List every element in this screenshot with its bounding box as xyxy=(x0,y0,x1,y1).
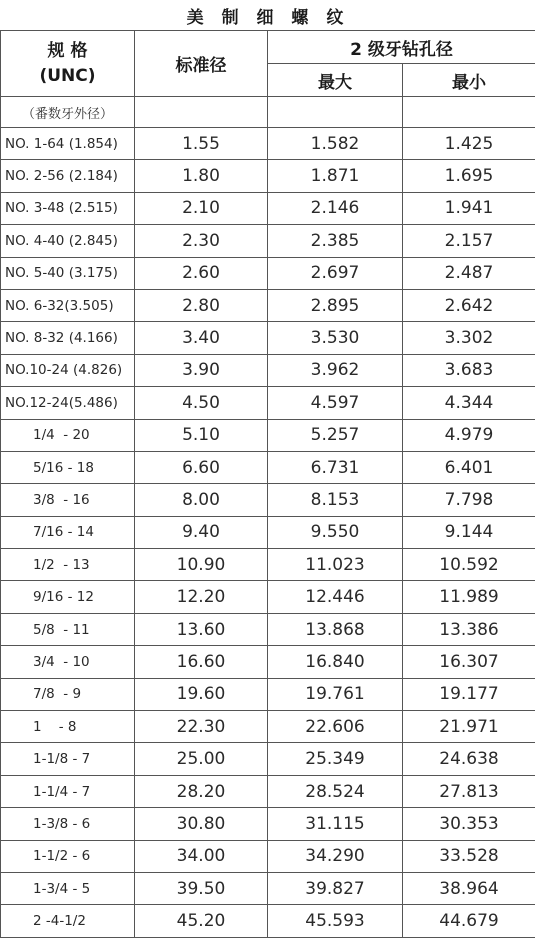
table-row xyxy=(1,322,535,354)
standard-diameter-cell: 28.20 xyxy=(135,775,268,807)
min-drill-cell: 6.401 xyxy=(403,451,535,483)
standard-diameter-cell: 9.40 xyxy=(135,516,268,548)
spec-cell: 3/4 - 10 xyxy=(1,646,135,678)
spec-cell: 7/8 - 9 xyxy=(1,678,135,710)
min-drill-cell: 3.683 xyxy=(403,354,535,386)
min-drill-cell: 2.487 xyxy=(403,257,535,289)
empty-cell xyxy=(135,97,268,128)
min-drill-cell: 10.592 xyxy=(403,549,535,581)
spec-cell: 1/4 - 20 xyxy=(1,419,135,451)
max-drill-cell: 25.349 xyxy=(268,743,403,775)
spec-cell: NO. 8-32 (4.166) xyxy=(1,322,135,354)
max-drill-cell: 3.962 xyxy=(268,354,403,386)
standard-diameter-cell: 10.90 xyxy=(135,549,268,581)
table-row xyxy=(1,257,535,289)
spec-cell: 5/8 - 11 xyxy=(1,613,135,645)
spec-cell: 3/8 - 16 xyxy=(1,484,135,516)
min-drill-cell: 9.144 xyxy=(403,516,535,548)
spec-cell: 5/16 - 18 xyxy=(1,451,135,483)
spec-cell: 1/2 - 13 xyxy=(1,549,135,581)
spec-cell: NO. 1-64 (1.854) xyxy=(1,128,135,160)
empty-cell xyxy=(268,97,403,128)
table-row xyxy=(1,549,535,581)
spec-cell: NO.12-24(5.486) xyxy=(1,387,135,419)
table-row xyxy=(1,743,535,775)
table-row xyxy=(1,128,535,160)
spec-cell: NO. 4-40 (2.845) xyxy=(1,225,135,257)
standard-diameter-cell: 22.30 xyxy=(135,711,268,743)
spec-cell: 1-1/4 - 7 xyxy=(1,775,135,807)
max-drill-cell: 2.895 xyxy=(268,289,403,321)
min-drill-cell: 4.979 xyxy=(403,419,535,451)
table-row xyxy=(1,354,535,386)
table-body xyxy=(1,97,535,938)
standard-diameter-cell: 19.60 xyxy=(135,678,268,710)
table-row xyxy=(1,192,535,224)
min-drill-cell: 1.941 xyxy=(403,192,535,224)
drill-size-group-header: 2 级牙钻孔径 xyxy=(268,31,535,64)
standard-diameter-header: 标准径 xyxy=(135,31,268,97)
table-row xyxy=(1,289,535,321)
standard-diameter-cell: 3.90 xyxy=(135,354,268,386)
max-drill-cell: 11.023 xyxy=(268,549,403,581)
min-drill-cell: 27.813 xyxy=(403,775,535,807)
standard-diameter-cell: 3.40 xyxy=(135,322,268,354)
max-drill-cell: 16.840 xyxy=(268,646,403,678)
max-drill-cell: 1.582 xyxy=(268,128,403,160)
max-drill-cell: 31.115 xyxy=(268,808,403,840)
table-row xyxy=(1,419,535,451)
note-row xyxy=(1,97,535,128)
standard-diameter-cell: 12.20 xyxy=(135,581,268,613)
min-drill-cell: 13.386 xyxy=(403,613,535,645)
min-drill-cell: 19.177 xyxy=(403,678,535,710)
max-drill-cell: 6.731 xyxy=(268,451,403,483)
min-drill-cell: 2.157 xyxy=(403,225,535,257)
min-drill-cell: 7.798 xyxy=(403,484,535,516)
max-drill-cell: 5.257 xyxy=(268,419,403,451)
standard-diameter-cell: 2.60 xyxy=(135,257,268,289)
spec-cell: 1-3/8 - 6 xyxy=(1,808,135,840)
max-drill-cell: 8.153 xyxy=(268,484,403,516)
standard-diameter-cell: 34.00 xyxy=(135,840,268,872)
max-drill-cell: 1.871 xyxy=(268,160,403,192)
table-row xyxy=(1,775,535,807)
min-drill-cell: 11.989 xyxy=(403,581,535,613)
spec-cell: NO.10-24 (4.826) xyxy=(1,354,135,386)
standard-diameter-cell: 1.80 xyxy=(135,160,268,192)
min-drill-cell: 44.679 xyxy=(403,905,535,937)
table-row xyxy=(1,711,535,743)
table-title: 美 制 细 螺 纹 xyxy=(1,0,535,31)
max-drill-cell: 28.524 xyxy=(268,775,403,807)
table-row xyxy=(1,484,535,516)
standard-diameter-cell: 2.10 xyxy=(135,192,268,224)
min-drill-cell: 3.302 xyxy=(403,322,535,354)
max-drill-cell: 39.827 xyxy=(268,872,403,904)
max-drill-cell: 13.868 xyxy=(268,613,403,645)
spec-cell: NO. 5-40 (3.175) xyxy=(1,257,135,289)
max-drill-cell: 12.446 xyxy=(268,581,403,613)
spec-cell: NO. 2-56 (2.184) xyxy=(1,160,135,192)
table-row xyxy=(1,581,535,613)
table-row xyxy=(1,225,535,257)
spec-cell: 9/16 - 12 xyxy=(1,581,135,613)
table-row xyxy=(1,678,535,710)
standard-diameter-cell: 1.55 xyxy=(135,128,268,160)
min-drill-cell: 33.528 xyxy=(403,840,535,872)
min-drill-cell: 1.425 xyxy=(403,128,535,160)
min-drill-cell: 21.971 xyxy=(403,711,535,743)
standard-diameter-cell: 4.50 xyxy=(135,387,268,419)
max-drill-cell: 34.290 xyxy=(268,840,403,872)
standard-diameter-cell: 8.00 xyxy=(135,484,268,516)
spec-header-line1: 规 格 xyxy=(47,40,88,61)
spec-cell: 1-3/4 - 5 xyxy=(1,872,135,904)
table-row xyxy=(1,160,535,192)
table-row xyxy=(1,646,535,678)
min-drill-cell: 2.642 xyxy=(403,289,535,321)
standard-diameter-cell: 6.60 xyxy=(135,451,268,483)
spec-header-line2: (UNC) xyxy=(39,65,96,86)
table-row xyxy=(1,451,535,483)
max-drill-cell: 3.530 xyxy=(268,322,403,354)
table-row xyxy=(1,613,535,645)
standard-diameter-cell: 45.20 xyxy=(135,905,268,937)
max-drill-cell: 2.146 xyxy=(268,192,403,224)
max-drill-cell: 4.597 xyxy=(268,387,403,419)
standard-diameter-cell: 13.60 xyxy=(135,613,268,645)
standard-diameter-cell: 25.00 xyxy=(135,743,268,775)
table-row xyxy=(1,387,535,419)
standard-diameter-cell: 5.10 xyxy=(135,419,268,451)
spec-cell: 7/16 - 14 xyxy=(1,516,135,548)
min-drill-cell: 16.307 xyxy=(403,646,535,678)
spec-cell: 1 - 8 xyxy=(1,711,135,743)
note-cell: （番数牙外径） xyxy=(1,97,135,128)
spec-cell: 2 -4-1/2 xyxy=(1,905,135,937)
max-drill-cell: 45.593 xyxy=(268,905,403,937)
max-drill-cell: 2.697 xyxy=(268,257,403,289)
empty-cell xyxy=(403,97,535,128)
min-drill-cell: 1.695 xyxy=(403,160,535,192)
max-drill-cell: 22.606 xyxy=(268,711,403,743)
max-drill-cell: 2.385 xyxy=(268,225,403,257)
table-row xyxy=(1,905,535,937)
spec-cell: 1-1/2 - 6 xyxy=(1,840,135,872)
min-header: 最小 xyxy=(403,64,535,97)
spec-cell: 1-1/8 - 7 xyxy=(1,743,135,775)
min-drill-cell: 24.638 xyxy=(403,743,535,775)
spec-header xyxy=(1,31,135,97)
max-drill-cell: 19.761 xyxy=(268,678,403,710)
standard-diameter-cell: 16.60 xyxy=(135,646,268,678)
spec-cell: NO. 6-32(3.505) xyxy=(1,289,135,321)
min-drill-cell: 4.344 xyxy=(403,387,535,419)
max-drill-cell: 9.550 xyxy=(268,516,403,548)
table-row xyxy=(1,840,535,872)
spec-cell: NO. 3-48 (2.515) xyxy=(1,192,135,224)
min-drill-cell: 30.353 xyxy=(403,808,535,840)
table-row xyxy=(1,516,535,548)
standard-diameter-cell: 39.50 xyxy=(135,872,268,904)
table-row xyxy=(1,808,535,840)
table-row xyxy=(1,872,535,904)
standard-diameter-cell: 30.80 xyxy=(135,808,268,840)
min-drill-cell: 38.964 xyxy=(403,872,535,904)
max-header: 最大 xyxy=(268,64,403,97)
standard-diameter-cell: 2.80 xyxy=(135,289,268,321)
standard-diameter-cell: 2.30 xyxy=(135,225,268,257)
